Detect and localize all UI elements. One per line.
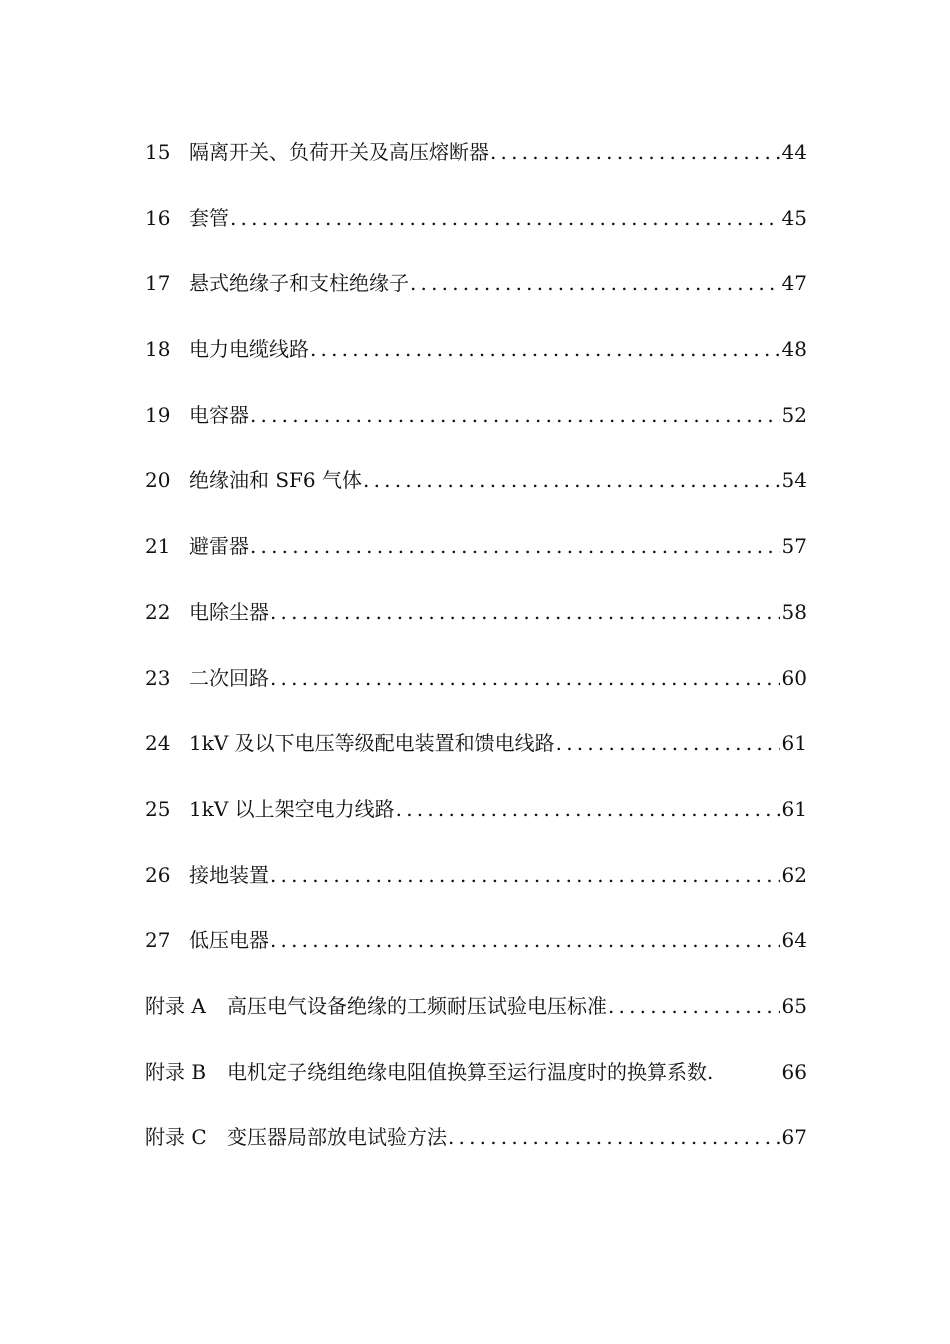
toc-entry[interactable] xyxy=(145,791,807,857)
toc-entry-title: 电力电缆线路 xyxy=(189,337,309,362)
toc-entry-title: 低压电器 xyxy=(189,928,269,953)
toc-dot-leader xyxy=(396,791,780,827)
toc-entry-page-number: 52 xyxy=(781,402,807,427)
toc-entry-number: 27 xyxy=(145,928,171,953)
toc-entry[interactable] xyxy=(145,397,807,463)
toc-entry[interactable] xyxy=(145,265,807,331)
toc-entry-page-number: 67 xyxy=(781,1125,807,1150)
toc-entry[interactable] xyxy=(145,134,807,200)
toc-dot-leader xyxy=(310,331,780,367)
toc-entry-page-number: 61 xyxy=(781,731,807,756)
toc-entry-title: 悬式绝缘子和支柱绝缘子 xyxy=(189,271,409,296)
toc-entry-number: 16 xyxy=(145,205,171,230)
toc-entry-page-number: 44 xyxy=(781,140,807,164)
toc-entry[interactable] xyxy=(145,922,807,988)
toc-entry-title: 套管 xyxy=(189,205,229,230)
toc-entry-page-number: 58 xyxy=(781,599,807,624)
toc-dot-leader xyxy=(490,134,780,170)
toc-entry-page-number: 48 xyxy=(781,337,807,362)
toc-entry-title: 电容器 xyxy=(189,402,249,427)
toc-entry[interactable] xyxy=(145,462,807,528)
toc-entry-number: 19 xyxy=(145,402,171,427)
toc-entry-page-number: 45 xyxy=(781,205,807,230)
toc-dot-leader xyxy=(448,1119,780,1155)
toc-dot-leader xyxy=(270,922,780,958)
toc-entry[interactable] xyxy=(145,528,807,594)
toc-dot-leader xyxy=(270,857,780,893)
toc-entry[interactable] xyxy=(145,725,807,791)
toc-entry-title: 二次回路 xyxy=(189,665,269,690)
toc-dot-leader xyxy=(250,397,780,433)
toc-entry-title: 1kV 及以下电压等级配电装置和馈电线路 xyxy=(189,731,555,756)
toc-entry-title: 变压器局部放电试验方法 xyxy=(227,1125,447,1150)
toc-entry-number: 15 xyxy=(145,140,171,164)
toc-entry-title: 高压电气设备绝缘的工频耐压试验电压标准 xyxy=(227,993,607,1018)
toc-entry-number: 24 xyxy=(145,731,171,756)
toc-entry[interactable] xyxy=(145,660,807,726)
toc-entry-number: 26 xyxy=(145,862,171,887)
toc-entry-page-number: 47 xyxy=(781,271,807,296)
toc-entry-title: 1kV 以上架空电力线路 xyxy=(189,796,395,821)
toc-dot-leader xyxy=(556,725,780,761)
toc-entry[interactable] xyxy=(145,857,807,923)
toc-entry-page-number: 57 xyxy=(781,534,807,559)
toc-entry-number: 17 xyxy=(145,271,171,296)
toc-entry-page-number: 65 xyxy=(781,993,807,1018)
toc-dot-leader xyxy=(250,528,780,564)
toc-entry-page-number: 62 xyxy=(781,862,807,887)
toc-entry-title: 电机定子绕组绝缘电阻值换算至运行温度时的换算系数. xyxy=(227,1059,714,1084)
toc-entry-page-number: 61 xyxy=(781,796,807,821)
toc-entry-page-number: 54 xyxy=(781,468,807,493)
toc-entry-page-number: 60 xyxy=(781,665,807,690)
toc-entry-number: 附录 A xyxy=(145,993,206,1018)
toc-entry-number: 22 xyxy=(145,599,171,624)
toc-entry[interactable] xyxy=(145,988,807,1054)
toc-entry-number: 21 xyxy=(145,534,171,559)
table-of-contents xyxy=(145,134,807,1185)
toc-dot-leader xyxy=(230,200,780,236)
toc-entry-number: 18 xyxy=(145,337,171,362)
toc-entry-page-number: 66 xyxy=(781,1059,807,1084)
toc-entry-title: 绝缘油和 SF6 气体 xyxy=(189,468,363,493)
toc-dot-leader xyxy=(363,462,780,498)
toc-dot-leader xyxy=(608,988,780,1024)
toc-entry[interactable] xyxy=(145,200,807,266)
toc-dot-leader xyxy=(410,265,780,301)
toc-dot-leader xyxy=(270,660,780,696)
toc-entry[interactable] xyxy=(145,331,807,397)
toc-entry-number: 附录 C xyxy=(145,1125,207,1150)
toc-entry-number: 20 xyxy=(145,468,171,493)
toc-entry-title: 电除尘器 xyxy=(189,599,269,624)
toc-entry-number: 附录 B xyxy=(145,1059,207,1084)
toc-entry[interactable] xyxy=(145,1054,807,1120)
toc-entry[interactable] xyxy=(145,594,807,660)
toc-entry-title: 接地装置 xyxy=(189,862,269,887)
toc-entry[interactable] xyxy=(145,1119,807,1185)
toc-entry-number: 23 xyxy=(145,665,171,690)
toc-entry-title: 避雷器 xyxy=(189,534,249,559)
toc-dot-leader xyxy=(270,594,780,630)
toc-entry-title: 隔离开关、负荷开关及高压熔断器 xyxy=(189,140,489,164)
toc-entry-number: 25 xyxy=(145,796,171,821)
toc-entry-page-number: 64 xyxy=(781,928,807,953)
